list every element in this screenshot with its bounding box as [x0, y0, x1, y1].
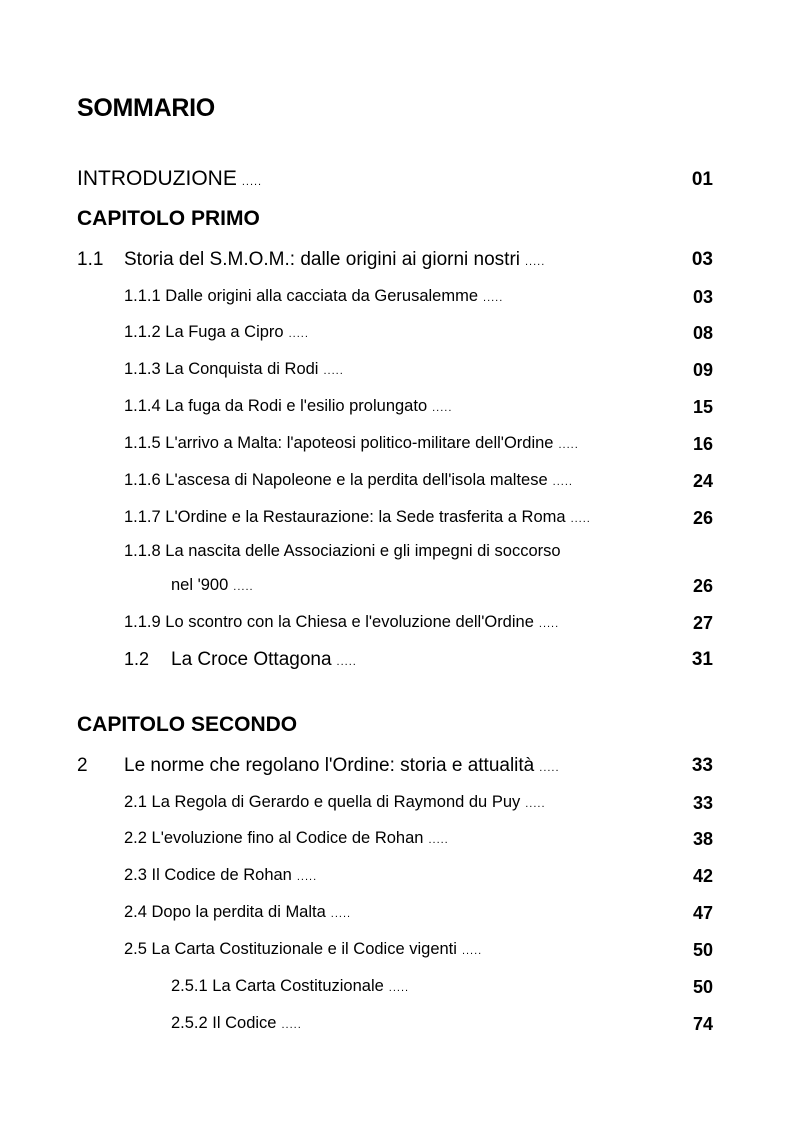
entry-label: Le norme che regolano l'Ordine: storia e attualità	[124, 755, 535, 776]
entry-label: 1.1.3 La Conquista di Rodi	[124, 360, 319, 378]
leader-dots: .....	[388, 982, 410, 994]
leader-dots: .....	[570, 513, 591, 525]
entry-label: 2.1 La Regola di Gerardo e quella di Raymond du Puy	[124, 793, 521, 811]
entry-label: 1.1.6 L'ascesa di Napoleone e la perdita dell'isola maltese	[124, 471, 548, 489]
entry-label: 2.2 L'evoluzione fino al Codice de Rohan	[124, 829, 424, 847]
leader-dots: .....	[323, 365, 344, 377]
page-number: 08	[692, 323, 713, 343]
section-number: 1.1	[77, 249, 104, 270]
leader-dots: .....	[525, 798, 546, 810]
entry-label: 2.5.1 La Carta Costituzionale	[171, 977, 384, 995]
leader-dots: .....	[525, 256, 546, 268]
leader-dots: .....	[539, 762, 560, 774]
leader-dots: .....	[241, 176, 263, 188]
entry-label: La Croce Ottagona	[171, 649, 332, 670]
entry-label: Storia del S.M.O.M.: dalle origini ai giorni nostri	[124, 249, 520, 270]
page-number: 50	[692, 940, 713, 960]
page-number: 15	[692, 397, 713, 417]
page-number: 74	[692, 1014, 713, 1034]
page-number: 16	[692, 434, 713, 454]
page-number: 38	[692, 829, 713, 849]
leader-dots: .....	[428, 834, 449, 846]
chapter-title-2: CAPITOLO SECONDO	[77, 713, 298, 736]
page-number: 27	[692, 613, 713, 633]
entry-label: 2.5 La Carta Costituzionale e il Codice vigenti	[124, 940, 457, 958]
page-title: SOMMARIO	[77, 94, 215, 122]
entry-label: 1.1.9 Lo scontro con la Chiesa e l'evoluzione dell'Ordine	[124, 613, 534, 631]
leader-dots: .....	[538, 618, 560, 630]
section-number: 1.2	[124, 649, 150, 669]
leader-dots: .....	[336, 656, 357, 668]
entry-label: 2.3 Il Codice de Rohan	[124, 866, 292, 884]
entry-label: INTRODUZIONE	[77, 167, 237, 190]
entry-label: 1.1.7 L'Ordine e la Restaurazione: la Sede trasferita a Roma	[124, 508, 566, 526]
page-number: 31	[691, 649, 713, 670]
page-number: 24	[692, 471, 713, 491]
chapter-title-1: CAPITOLO PRIMO	[77, 207, 260, 230]
entry-label: 1.1.5 L'arrivo a Malta: l'apoteosi politico-militare dell'Ordine	[124, 434, 554, 452]
leader-dots: .....	[281, 1019, 302, 1031]
entry-label: 1.1.1 Dalle origini alla cacciata da Gerusalemme	[124, 287, 479, 305]
page-number: 33	[692, 793, 713, 813]
entry-label: 2.4 Dopo la perdita di Malta	[124, 903, 326, 921]
page-number: 03	[692, 287, 713, 307]
page-number: 09	[692, 360, 713, 380]
leader-dots: .....	[483, 292, 504, 304]
page-number: 26	[692, 576, 713, 596]
leader-dots: .....	[330, 908, 352, 920]
page-number: 01	[691, 169, 713, 190]
entry-label: 1.1.8 La nascita delle Associazioni e gli impegni di soccorso	[124, 542, 561, 560]
entry-label-continuation: nel '900	[171, 576, 229, 594]
leader-dots: .....	[233, 581, 254, 593]
page-number: 26	[692, 508, 713, 528]
leader-dots: .....	[432, 402, 453, 414]
leader-dots: .....	[552, 476, 573, 488]
page-number: 03	[691, 249, 713, 270]
entry-label: 1.1.2 La Fuga a Cipro	[124, 323, 284, 341]
page-number: 42	[692, 866, 713, 886]
leader-dots: .....	[296, 871, 318, 883]
entry-label: 1.1.4 La fuga da Rodi e l'esilio prolungato	[124, 397, 428, 415]
leader-dots: .....	[461, 945, 483, 957]
page-number: 50	[692, 977, 713, 997]
leader-dots: .....	[558, 439, 579, 451]
entry-label: 2.5.2 Il Codice	[171, 1014, 277, 1032]
page-number: 33	[691, 755, 713, 776]
leader-dots: .....	[288, 328, 309, 340]
page-number: 47	[692, 903, 713, 923]
section-number: 2	[77, 755, 88, 776]
